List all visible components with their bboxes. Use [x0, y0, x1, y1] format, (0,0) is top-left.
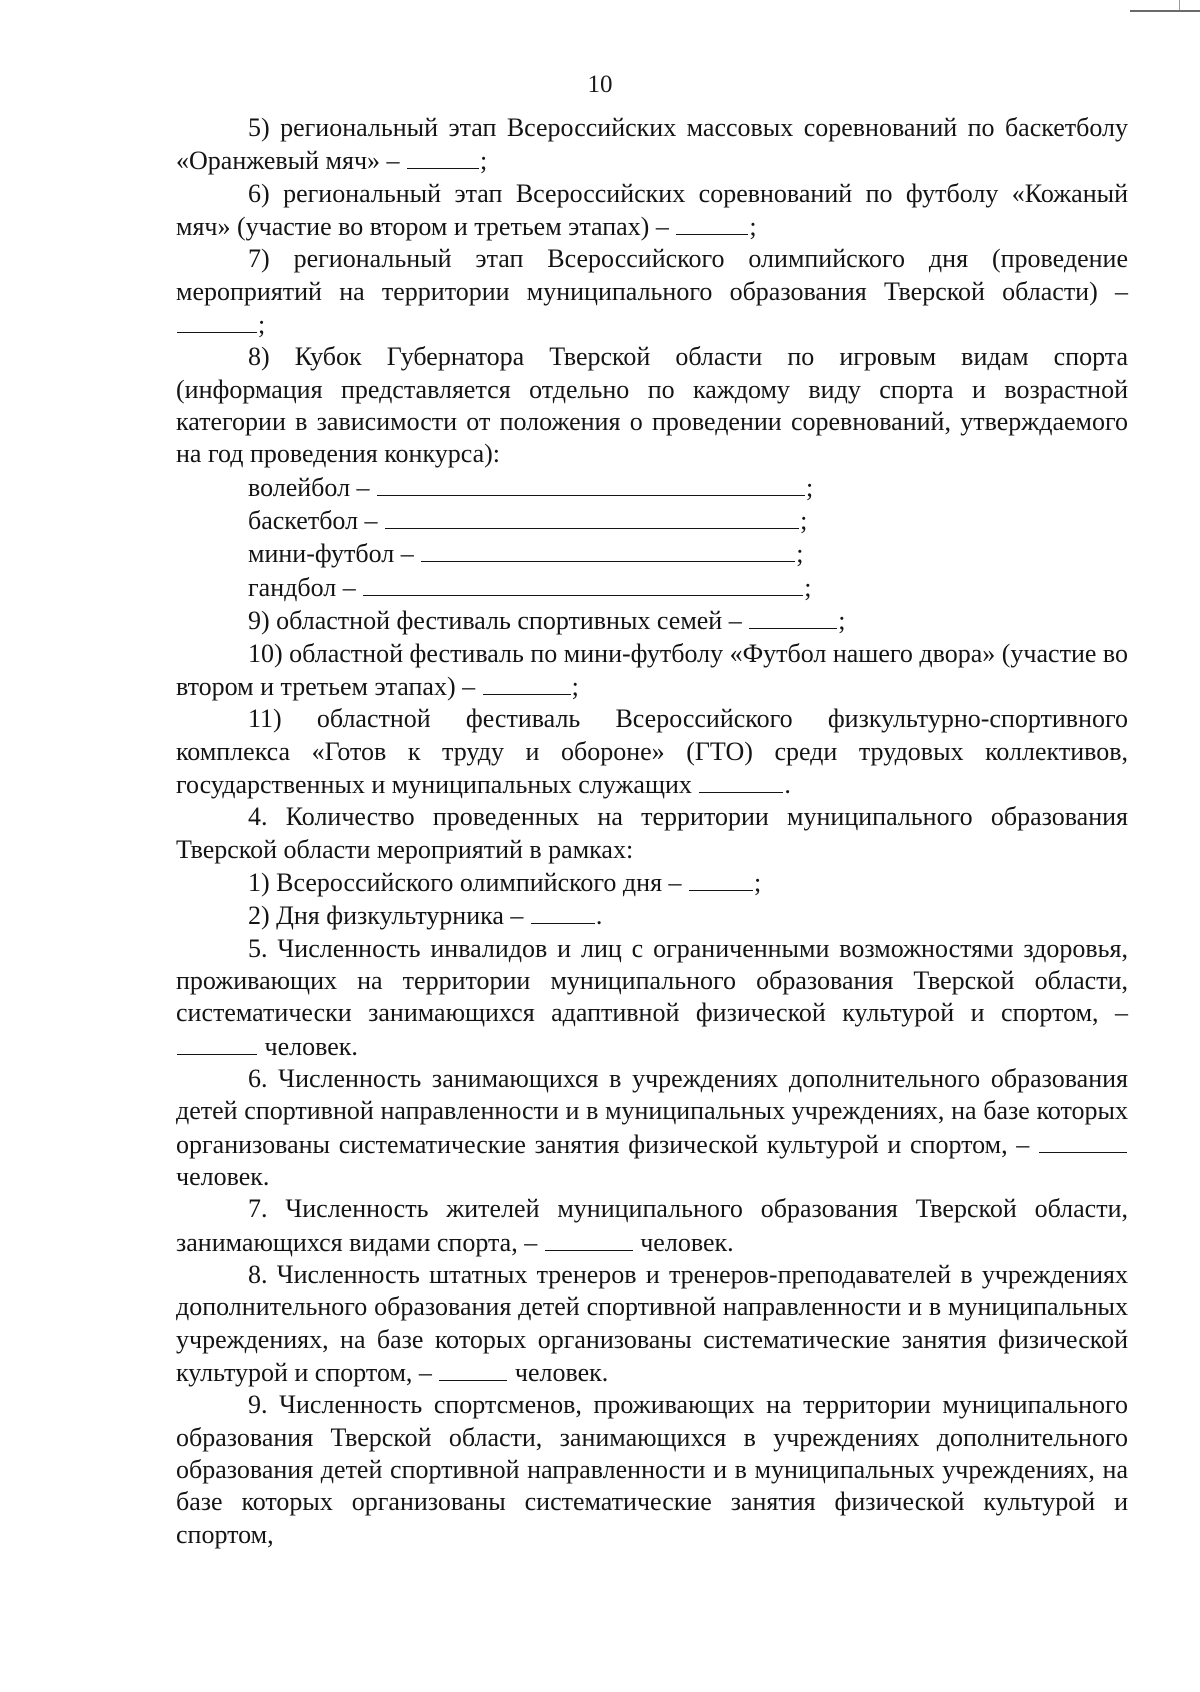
item-5: 5) региональный этап Всероссийских массовых соревнований по баскетболу «Оранжевый мяч» – ;: [176, 113, 1128, 176]
item-10: 10) областной фестиваль по мини-футболу «Футбол нашего двора» (участие во втором и третьем этапах) – ;: [176, 638, 1128, 701]
section-4-item-2: 2) Дня физкультурника – .: [248, 901, 603, 931]
section-8-unit: человек.: [514, 1358, 609, 1388]
blank-field: [177, 308, 257, 333]
item-11-text: 11) областной фестиваль Всероссийского физкультурно-спортивного комплекса «Готов к труду и обороне» (ГТО) среди трудовых коллективов, государственных и муниципальных служащих: [176, 704, 1128, 799]
section-6-unit: человек.: [176, 1162, 270, 1191]
section-4-item-1-text: 1) Всероссийского олимпийского дня –: [248, 867, 682, 897]
section-4: 4. Количество проведенных на территории муниципального образования Тверской области мероприятий в рамках:: [176, 802, 1128, 864]
item-9: 9) областной фестиваль спортивных семей – ;: [248, 606, 846, 636]
section-9: 9. Численность спортсменов, проживающих на территории муниципального образования Тверской области, занимающихся в учреждениях дополнительного образования детей спортивной направленности и в муниципальных учреждениях, на базе которых организованы систематические занятия физической культурой и спортом,: [176, 1390, 1128, 1549]
sport-handball: гандбол – ;: [248, 572, 812, 602]
blank-field: [676, 210, 748, 235]
blank-field: [483, 670, 571, 695]
sport-volleyball: волейбол – ;: [248, 472, 814, 502]
sport-basketball-label: баскетбол –: [248, 506, 378, 536]
item-11: 11) областной фестиваль Всероссийского физкультурно-спортивного комплекса «Готов к труду и обороне» (ГТО) среди трудовых коллективов, государственных и муниципальных служащих .: [176, 704, 1128, 799]
section-6: [176, 1063, 1128, 1193]
item-6: 6) региональный этап Всероссийских соревнований по футболу «Кожаный мяч» (участие во втором и третьем этапах) – ;: [176, 178, 1128, 242]
blank-field: [439, 1356, 507, 1381]
item-10-text: 10) областной фестиваль по мини-футболу «Футбол нашего двора» (участие во втором и третьем этапах) –: [176, 638, 1128, 701]
blank-field: [385, 504, 799, 529]
scan-edge-mark-vertical: [1179, 0, 1180, 10]
blank-field: [407, 144, 479, 169]
item-8: 8) Кубок Губернатора Тверской области по игровым видам спорта (информация представляется отдельно по каждому виду спорта и возрастной категории в зависимости от положения о проведении соревнований, утверждаемого на год проведения конкурса):: [176, 342, 1128, 469]
section-7: [176, 1193, 1128, 1259]
section-5-text: 5. Численность инвалидов и лиц с ограниченными возможностями здоровья, проживающих на территории муниципального образования Тверской области, систематически занимающихся адаптивной физической культурой и спортом, –: [176, 933, 1128, 1028]
sport-volleyball-label: волейбол –: [248, 472, 370, 502]
sport-minifootball-label: мини-футбол –: [248, 539, 414, 569]
blank-field: [545, 1226, 633, 1251]
section-4-item-2-text: 2) Дня физкультурника –: [248, 901, 524, 931]
item-7-text: 7) региональный этап Всероссийского олимпийского дня (проведение мероприятий на территории муниципального образования Тверской области) –: [176, 244, 1128, 306]
section-4-item-1: 1) Всероссийского олимпийского дня – ;: [248, 867, 762, 897]
section-6-text: 6. Численность занимающихся в учреждениях дополнительного образования детей спортивной направленности и в муниципальных учреждениях, на базе которых организованы систематические занятия физической культурой и спортом, –: [176, 1063, 1128, 1159]
scan-edge-mark: [1130, 10, 1200, 12]
item-9-text: 9) областной фестиваль спортивных семей –: [248, 606, 742, 636]
section-7-unit: человек.: [640, 1227, 734, 1257]
blank-field: [1039, 1128, 1127, 1153]
blank-field: [377, 471, 805, 496]
section-8: [176, 1259, 1128, 1389]
sport-minifootball: мини-футбол – ;: [248, 539, 804, 569]
item-6-text: 6) региональный этап Всероссийских соревнований по футболу «Кожаный мяч» (участие во втором и третьем этапах) –: [176, 178, 1128, 242]
blank-field: [689, 866, 753, 891]
item-5-text: 5) региональный этап Всероссийских массовых соревнований по баскетболу «Оранжевый мяч» –: [176, 113, 1128, 176]
blank-field: [177, 1030, 257, 1055]
blank-field: [699, 768, 783, 793]
section-7-text: 7. Численность жителей муниципального образования Тверской области, занимающихся видами спорта, –: [176, 1194, 1128, 1257]
blank-field: [531, 899, 595, 924]
page-number: 10: [587, 71, 613, 98]
document-body: [176, 112, 1128, 1551]
section-8-text: 8. Численность штатных тренеров и тренеров-преподавателей в учреждениях дополнительного образования детей спортивной направленности и в муниципальных учреждениях, на базе которых организованы систематические занятия физической культурой и спортом, –: [176, 1260, 1128, 1388]
section-5-unit: человек.: [264, 1031, 358, 1061]
sport-basketball: баскетбол – ;: [248, 506, 808, 536]
blank-field: [363, 571, 803, 596]
blank-field: [749, 604, 837, 629]
sport-handball-label: гандбол –: [248, 572, 356, 602]
section-5: [176, 933, 1128, 1063]
item-7: 7) региональный этап Всероссийского олимпийского дня (проведение мероприятий на территории муниципального образования Тверской области) – ;: [176, 244, 1128, 340]
blank-field: [421, 537, 795, 562]
